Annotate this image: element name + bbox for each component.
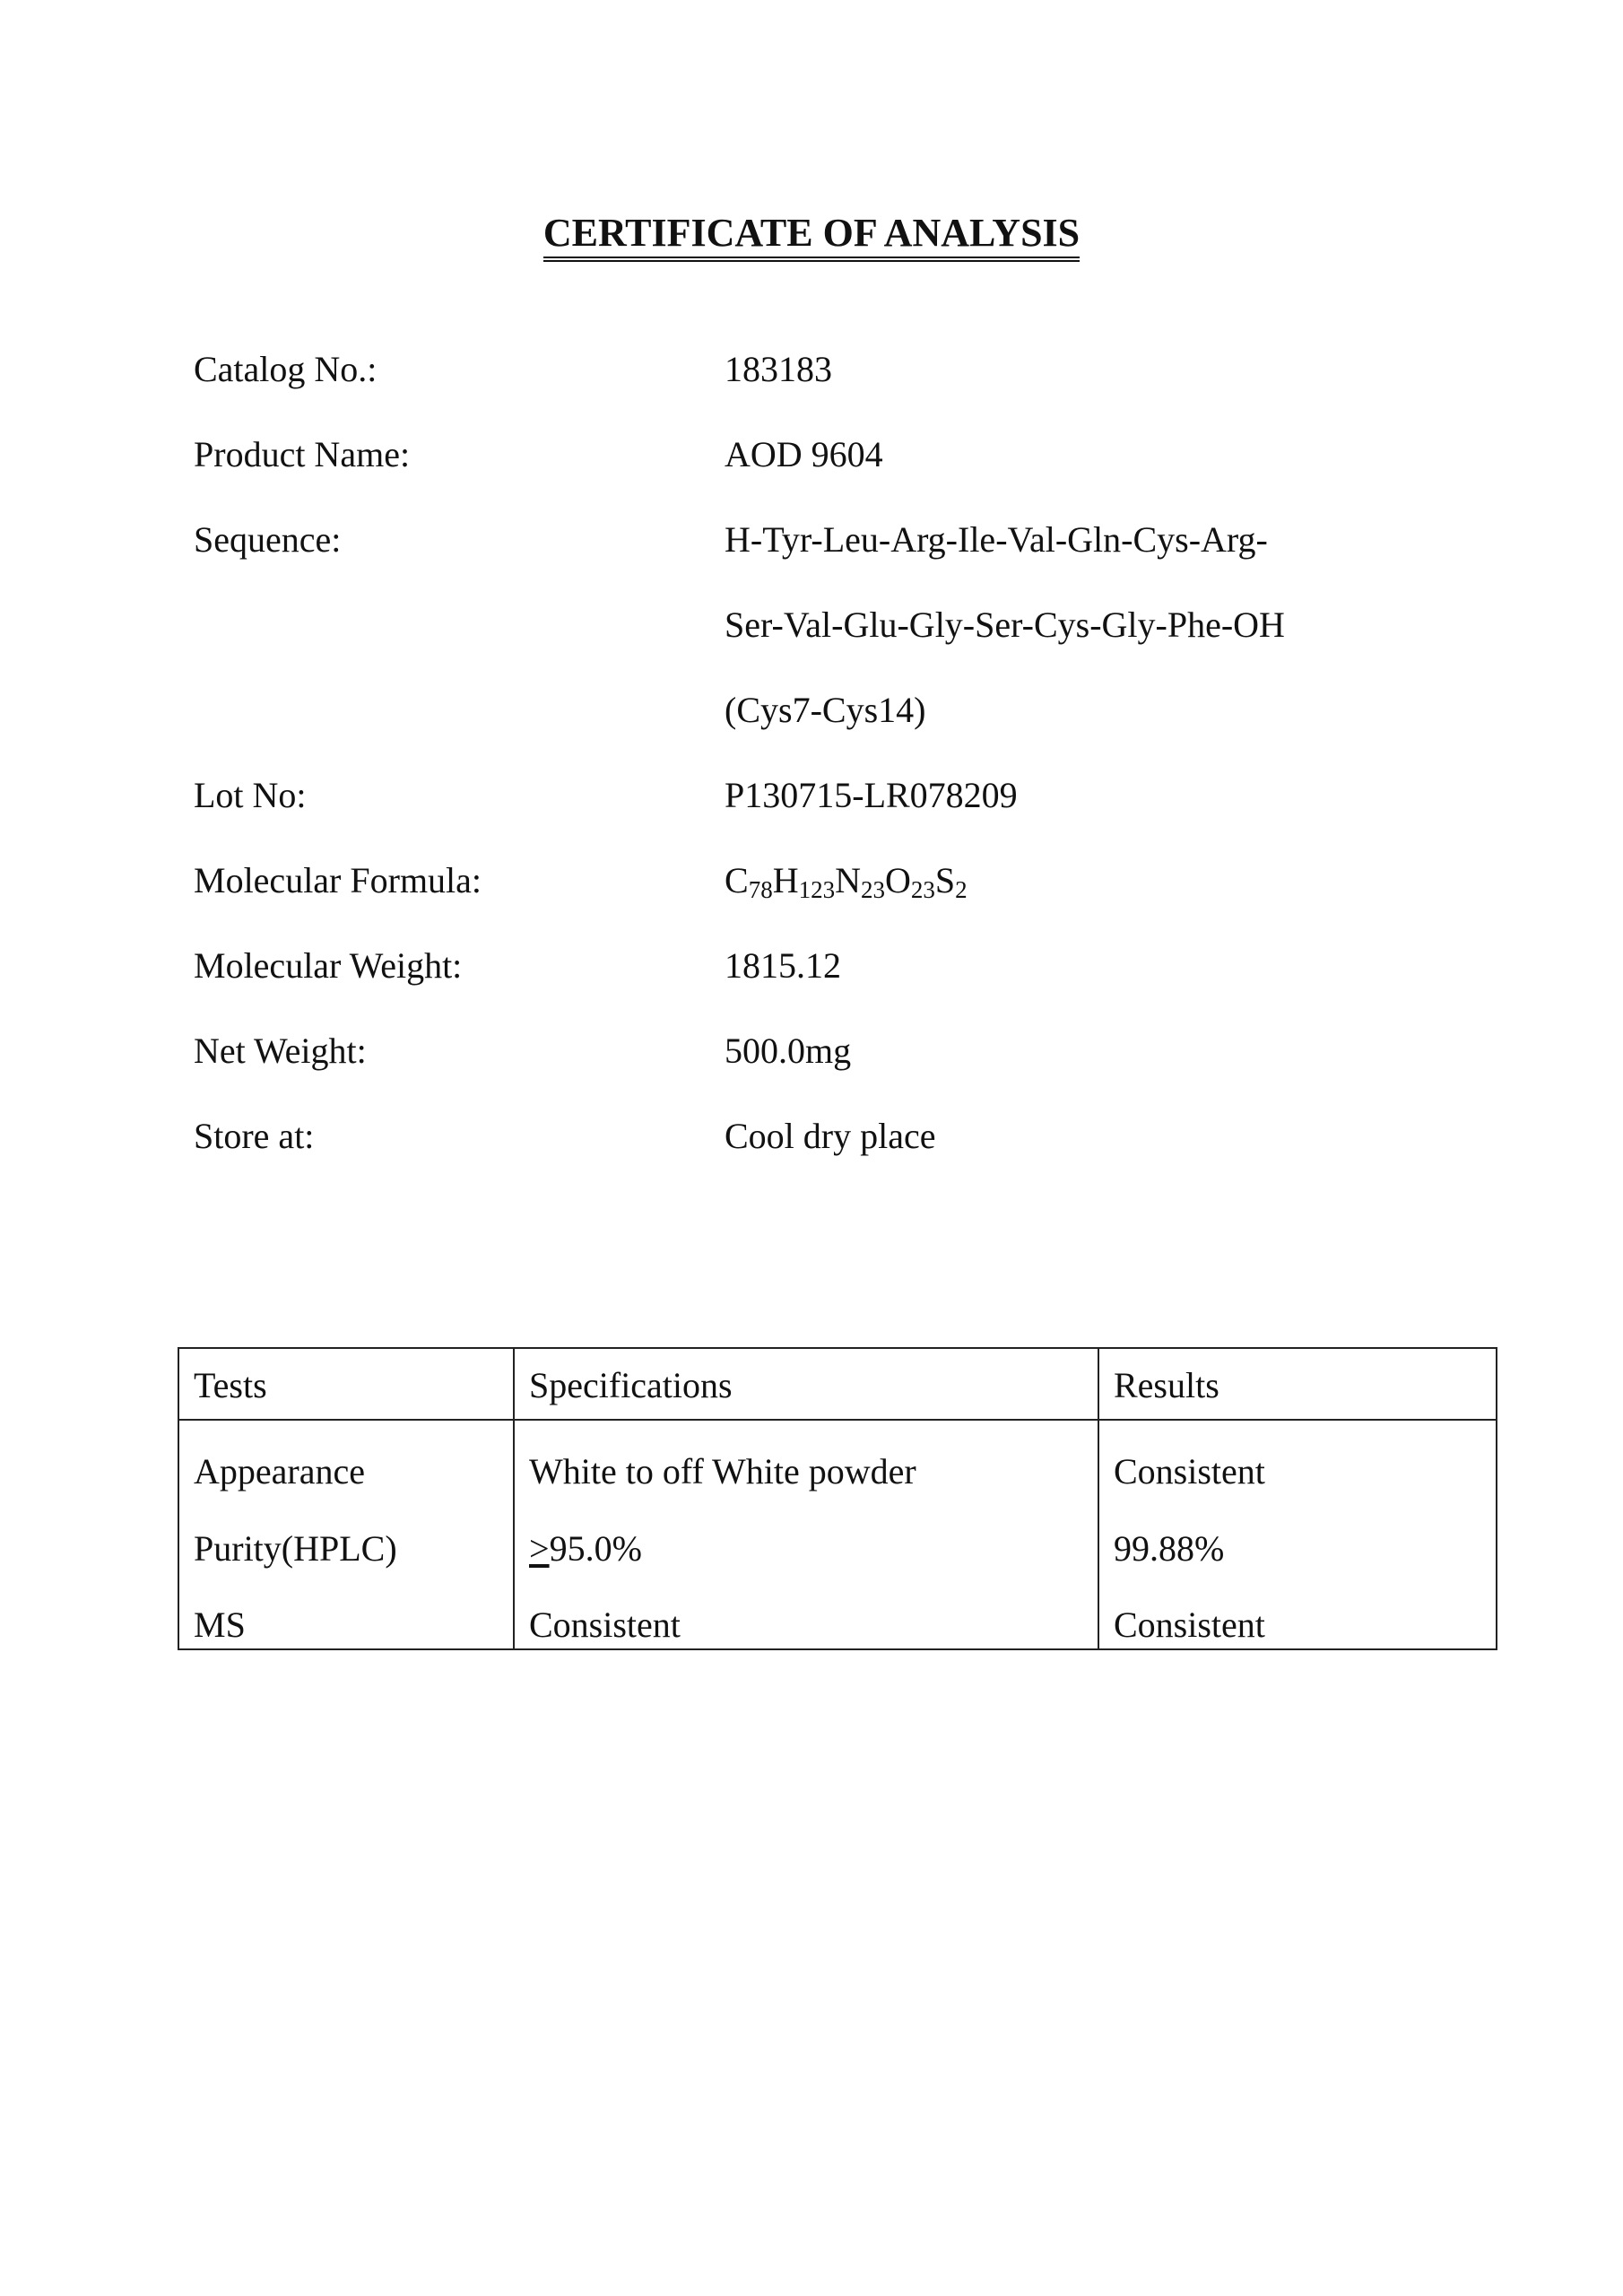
sequence-line-1: H-Tyr-Leu-Arg-Ile-Val-Gln-Cys-Arg- [725,519,1268,560]
sequence-label: Sequence: [194,519,342,560]
formula-element: H [772,860,799,900]
catalog-label: Catalog No.: [194,349,378,389]
row-test: MS [194,1605,246,1645]
sequence-line-2: Ser-Val-Glu-Gly-Ser-Cys-Gly-Phe-OH [725,604,1285,645]
catalog-value: 183183 [725,349,832,389]
document-title [0,213,1623,262]
header-tests: Tests [194,1365,267,1405]
formula-element: N [835,860,861,900]
formula-element: O [884,860,911,900]
lot-value: P130715-LR078209 [725,775,1018,815]
molecular-weight-label: Molecular Weight: [194,945,463,986]
formula-count: 23 [910,876,935,903]
header-results: Results [1114,1365,1219,1405]
formula-count: 78 [748,876,773,903]
molecular-weight-value: 1815.12 [725,945,841,986]
formula-count: 2 [955,876,968,903]
header-divider [179,1419,1496,1421]
title-text: CERTIFICATE OF ANALYSIS [543,213,1080,262]
formula-element: S [934,860,956,900]
formula-count: 123 [798,876,836,903]
sequence-line-3: (Cys7-Cys14) [725,690,926,730]
row-spec [529,1528,642,1569]
column-divider [513,1349,515,1648]
row-test: Purity(HPLC) [194,1528,397,1569]
row-spec: White to off White powder [529,1451,916,1492]
row-result: Consistent [1114,1451,1265,1492]
net-weight-value: 500.0mg [725,1031,852,1071]
lot-label: Lot No: [194,775,307,815]
product-name-value: AOD 9604 [725,434,883,474]
formula-count: 23 [860,876,885,903]
store-at-label: Store at: [194,1116,315,1156]
column-divider [1098,1349,1099,1648]
formula-label: Molecular Formula: [194,860,482,900]
greater-equal-symbol: > [529,1528,550,1569]
formula-value [725,860,968,903]
net-weight-label: Net Weight: [194,1031,367,1071]
product-name-label: Product Name: [194,434,411,474]
store-at-value: Cool dry place [725,1116,936,1156]
row-spec-value: 95.0% [549,1528,642,1569]
formula-element: C [725,860,749,900]
header-specifications: Specifications [529,1365,733,1405]
row-test: Appearance [194,1451,365,1492]
results-table [178,1347,1497,1650]
row-result: 99.88% [1114,1528,1225,1569]
row-result: Consistent [1114,1605,1265,1645]
row-spec: Consistent [529,1605,681,1645]
